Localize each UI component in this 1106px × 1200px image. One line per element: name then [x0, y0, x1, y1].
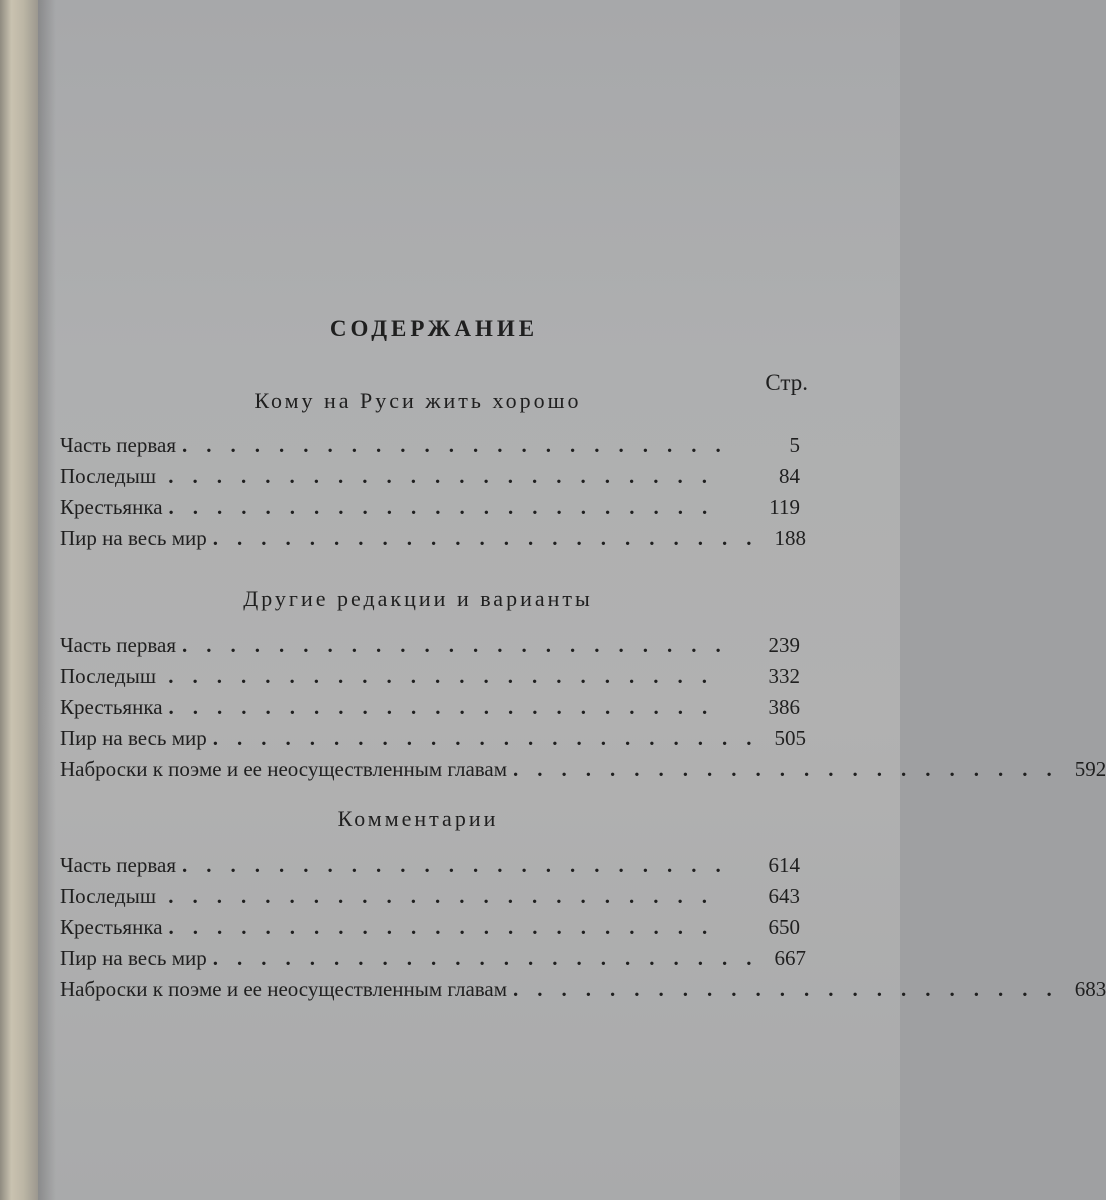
toc-entry-page: 614 — [768, 853, 800, 877]
toc-entry-title: Крестьянка — [60, 495, 163, 519]
section-title-main-poem: Кому на Руси жить хорошо — [254, 388, 582, 413]
toc-entry-title: Пир на весь мир — [60, 946, 207, 970]
toc-entry-page: 592 — [1074, 757, 1106, 781]
toc-list-other-editions — [60, 630, 1106, 785]
toc-entry-page: 667 — [774, 946, 807, 970]
section-title-other-editions: Другие редакции и варианты — [243, 586, 593, 611]
page-column-label: Стр. — [765, 370, 808, 395]
toc-entry[interactable] — [60, 723, 807, 754]
toc-entry-title: Наброски к поэме и ее неосуществленным главам — [60, 977, 508, 1001]
leader-dots: ....................... — [181, 433, 740, 457]
toc-entry[interactable] — [60, 461, 800, 492]
toc-entry-title: Крестьянка — [60, 915, 163, 939]
leader-dots: ....................... — [168, 464, 726, 488]
toc-entry-title: Часть первая — [60, 433, 176, 457]
toc-entry-title: Последыш — [60, 464, 156, 488]
toc-entry[interactable] — [60, 630, 800, 661]
leader-dots: ....................... — [181, 853, 740, 877]
toc-entry-page: 386 — [768, 695, 800, 719]
toc-entry[interactable] — [60, 523, 807, 554]
section-title-commentary: Комментарии — [337, 806, 499, 831]
toc-entry-title: Крестьянка — [60, 695, 163, 719]
toc-entry[interactable] — [60, 943, 807, 974]
leader-dots: ....................... — [168, 495, 727, 519]
toc-entry-page: 239 — [768, 633, 800, 657]
toc-entry[interactable] — [60, 661, 800, 692]
contents-heading: СОДЕРЖАНИЕ — [329, 316, 539, 341]
toc-entry[interactable] — [60, 692, 800, 723]
leader-dots: ....................... — [168, 884, 726, 908]
toc-entry-title: Наброски к поэме и ее неосуществленным главам — [60, 757, 508, 781]
toc-entry-page: 683 — [1074, 977, 1106, 1001]
leader-dots: ....................... — [168, 664, 726, 688]
toc-entry-page: 84 — [779, 464, 800, 488]
toc-entry-title: Часть первая — [60, 853, 176, 877]
leader-dots: ....................... — [212, 726, 771, 750]
toc-entry-title: Часть первая — [60, 633, 176, 657]
toc-list-main-poem — [60, 430, 807, 554]
toc-entry[interactable] — [60, 492, 800, 523]
leader-dots: ....................... — [212, 526, 771, 550]
toc-entry[interactable] — [60, 850, 800, 881]
toc-entry-title: Последыш — [60, 884, 156, 908]
toc-entry-title: Последыш — [60, 664, 156, 688]
toc-entry-page: 505 — [774, 726, 807, 750]
leader-dots: ....................... — [168, 915, 727, 939]
toc-entry-page: 332 — [768, 664, 800, 688]
toc-entry[interactable] — [60, 754, 1106, 785]
toc-list-commentary — [60, 850, 1106, 1005]
toc-entry-page: 5 — [789, 433, 800, 457]
toc-entry[interactable] — [60, 912, 800, 943]
leader-dots: ....................... — [168, 695, 727, 719]
leader-dots: ....................... — [212, 946, 771, 970]
leader-dots: ....................... — [513, 757, 1071, 781]
toc-entry[interactable] — [60, 881, 800, 912]
leader-dots: ....................... — [513, 977, 1071, 1001]
toc-entry-title: Пир на весь мир — [60, 526, 207, 550]
toc-entry-page: 643 — [768, 884, 800, 908]
toc-entry-title: Пир на весь мир — [60, 726, 207, 750]
leader-dots: ....................... — [181, 633, 740, 657]
toc-entry[interactable] — [60, 430, 800, 461]
toc-entry[interactable] — [60, 974, 1106, 1005]
toc-entry-page: 650 — [768, 915, 800, 939]
toc-entry-page: 119 — [769, 495, 800, 519]
toc-entry-page: 188 — [774, 526, 807, 550]
